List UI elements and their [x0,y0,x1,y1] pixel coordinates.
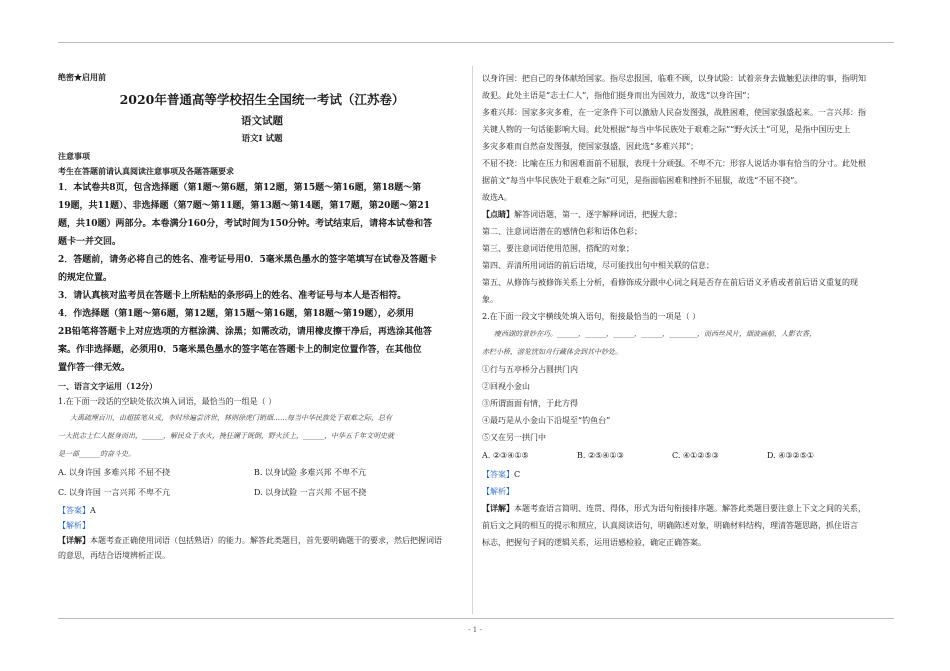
q2-passage-line: 瘦西湖的景妙在巧。______，______，______，______，________，而西丝风片，烟波画船，人影衣香， [494,330,816,338]
tips-text: 解答词语题，第一、逐字解释词语，把握大意； [514,210,682,219]
explain-line: 故犯。此处主语是“志士仁人”，指他们挺身而出为国效力，故选“以身许国”； [482,91,755,100]
passage-line: 一大批志士仁人挺身而出，______，解民众于水火，挽狂澜于既倒，野火沃土，______，中华五千年文明史就 [58,432,394,440]
notice-line: 2B铅笔将答题卡上对应选项的方框涂满、涂黑；如需改动，请用橡皮擦干净后，再选涂其他答 [58,327,432,337]
notice-line: 1．本试卷共8页，包含选择题（第1题～第6题，第12题，第15题～第16题，第18题～第 [58,183,422,193]
analysis-tag: 【解析】 [58,521,90,530]
option-a[interactable]: A. ②③④①⑤ [482,451,529,460]
notice-heading: 注意事项 [58,151,90,161]
notice-item-4 [58,305,466,377]
page-number: - 1 - [468,626,482,634]
option-b[interactable]: B. 以身试险 多难兴邦 不卑不亢 [254,468,367,477]
option-c[interactable]: C. ④①②⑤③ [672,451,719,460]
option-b[interactable]: B. ②⑤④①③ [577,451,624,460]
q1-passage [58,409,466,463]
q2-passage-line: 赤栏小桥，游览恍如舟行藏体会到其中妙处。 [482,348,622,356]
q2-sentence: ②回视小金山 [482,382,530,391]
tips-line: 第三、要注意词语使用范围，搭配的对象； [482,244,634,253]
tips-tag: 【点睛】 [482,209,514,219]
notice-intro: 考生在答题前请认真阅读注意事项及各题答题要求 [58,166,234,176]
analysis-tag: 【解析】 [482,487,514,496]
q2-sentence: ④最巧是从小金山下沿堤至“钓鱼台” [482,416,611,425]
explain-line: 关键人物的一句话能影响大局。此处根据“每当中华民族处于艰难之际”“野火沃土”可见，是指中国历史上 [482,125,851,134]
detail-tag: 【详解】 [58,535,90,545]
q2-stem: 2.在下面一段文字横线处填入语句，衔接最恰当的一项是（ ） [482,312,701,321]
explain-line: 据前文“每当中华民族处于艰难之际”可见，是指面临困难和挫折不屈服，故选“不屈不挠”。 [482,176,803,185]
exam-subject: 语文试题 [241,115,283,127]
detail-tag: 【详解】 [482,503,514,513]
q2-sentence: ③所谓面面有情，于此方得 [482,399,578,408]
notice-item-1 [58,179,466,251]
explain-line: 故选A。 [482,193,512,202]
passage-line: 大禹疏理百川，由超拔笔从戎，李时珍遍尝济世，林则徐虎门销烟……每当中华民族处于艰难之际，总有 [70,414,392,422]
top-rule [58,42,894,43]
notice-line: 题卡一并交回。 [58,237,122,247]
explain-line: 多难兴邦：国家多灾多难，在一定条件下可以激励人民奋发图强，战胜困难，使国家强盛起来。一言兴邦：指 [482,108,866,117]
notice-line: 置作答一律无效。 [58,363,131,373]
notice-line: 的规定位置。 [58,273,113,283]
answer-tag: 【答案】 [58,506,90,515]
column-divider [472,66,473,614]
detail-line: 前后文之间的相互的提示和照应，认真阅读语句，明确陈述对象，明确材料结构，理清答题思路，抓住语言 [482,521,858,530]
secret-label: 绝密★启用前 [58,72,106,82]
answer-value: C [514,470,521,479]
page-title: 2020年普通高等学校招生全国统一考试（江苏卷） [119,92,405,107]
tips-line [482,206,892,223]
notice-line: 19题，共11题）、非选择题（第7题～第11题，第13题～第14题，第17题，第20题～第21 [58,201,430,211]
section-heading: 一、语言文字运用（12分） [58,381,158,391]
tips-line: 第五、从修饰与被修饰关系上分析，看修饰成分跟中心词之间是否存在前后语义矛盾或者前后语义重复的现 [482,278,858,287]
notice-item-3 [58,287,466,305]
option-d[interactable]: D. 以身试险 一言兴邦 不屈不挠 [254,488,367,497]
exam-part: 语文Ⅰ 试题 [241,134,283,144]
explain-line: 多灾多难而自然奋发图强，使国家强盛，因此选“多难兴邦”； [482,142,699,151]
bottom-rule [58,618,894,619]
left-column [58,70,466,563]
explain-line: 以身许国：把自己的身体献给国家。指尽忠报国，临难不顾，以身试险：试着亲身去做触犯法律的事，指明知 [482,74,866,83]
q1-answer [58,503,466,518]
option-c[interactable]: C. 以身许国 一言兴邦 不卑不亢 [58,488,171,497]
q2-sentence: ①行与五亭桥分占圆拱门内 [482,365,578,374]
option-a[interactable]: A. 以身许国 多难兴邦 不屈不挠 [58,468,170,477]
notice-line: 题，共10题）两部分。本卷满分160分，考试时间为150分钟。考试结束后，请将本试卷和答 [58,219,433,229]
q2-answer [482,466,892,483]
notice-line: 2．答题前，请务必将自己的姓名、准考证号用0．5毫米黑色墨水的签字笔填写在试卷及答题卡 [58,255,437,265]
q2-detail [482,500,892,517]
q2-sentence: ⑤又在另一拱门中 [482,433,546,442]
detail-line: 的意思，再结合语境辨析正误。 [58,551,170,560]
q1-options-row [58,463,466,483]
tips-line: 第二、注意词语潜在的感情色彩和语体色彩； [482,227,642,236]
q2-options-row [482,446,892,466]
detail-line: 本题考查语言简明、连贯、得体，形式为语句衔接排序题。解答此类题目要注意上下文之间的关系， [514,504,866,513]
notice-line: 案。作非选择题，必须用0．5毫米黑色墨水的签字笔在答题卡上的制定位置作答，在其他位 [58,345,422,355]
right-column [482,70,892,551]
answer-tag: 【答案】 [482,470,514,479]
detail-line: 标志，把握句子间的逻辑关系，运用语感检验，确定正确答案。 [482,538,706,547]
q1-stem: 1.在下面一段话的空缺处依次填入词语，最恰当的一组是（ ） [58,397,277,406]
q1-options-row [58,483,466,503]
notice-line: 3．请认真核对监考员在答题卡上所粘贴的条形码上的姓名、准考证号与本人是否相符。 [58,291,407,301]
notice-item-2 [58,251,466,287]
notice-line: 4．作选择题（第1题～第6题，第12题，第15题～第16题，第18题～第19题），必须用 [58,309,414,319]
option-d[interactable]: D. ④③②⑤① [767,451,815,460]
tips-line: 象。 [482,295,498,304]
q1-detail [58,533,466,548]
tips-line: 第四、弄清所用词语的前后语境，尽可能找出句中相关联的信息； [482,261,714,270]
passage-line: 是一部______的奋斗史。 [58,450,135,458]
answer-value: A [90,506,96,515]
detail-line: 本题考查正确使用词语（包括熟语）的能力。解答此类题目，首先要明确题干的要求，然后把握词语 [90,536,442,545]
explain-line: 不屈不挠：比喻在压力和困难面前不屈服，表现十分顽强。不卑不亢：形容人说话办事有恰当的分寸。此处根 [482,159,866,168]
